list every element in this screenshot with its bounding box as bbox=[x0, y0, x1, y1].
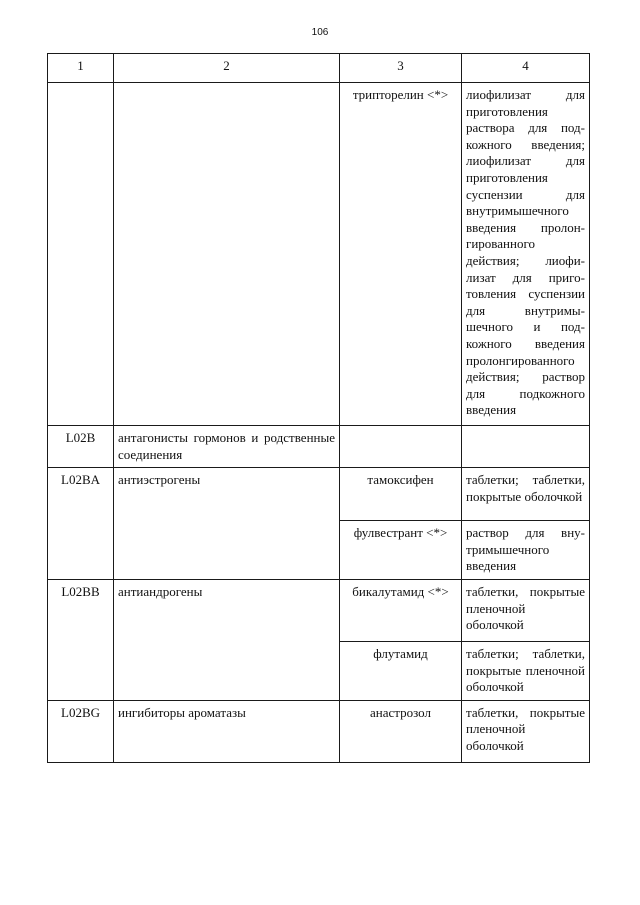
drug-name-cell: тамоксифен bbox=[340, 468, 462, 521]
table-row bbox=[48, 426, 590, 468]
header-col-1: 1 bbox=[48, 54, 114, 83]
table-row bbox=[48, 83, 590, 426]
code-cell: L02B bbox=[48, 426, 114, 468]
dosage-form-cell: таблетки; таблетки, покрытые оболочкой bbox=[462, 468, 590, 521]
dosage-form-cell: таблетки, покрытые пленочной оболочкой bbox=[462, 579, 590, 641]
group-cell: антиандрогены bbox=[114, 579, 340, 700]
header-col-2: 2 bbox=[114, 54, 340, 83]
drug-name-cell: трипторелин <*> bbox=[340, 83, 462, 426]
table-row bbox=[48, 700, 590, 762]
dosage-form-cell: таблетки; таблетки, покрытые пленочной оболочкой bbox=[462, 641, 590, 700]
drug-name-cell bbox=[340, 426, 462, 468]
drug-name-cell: флутамид bbox=[340, 641, 462, 700]
code-cell: L02BB bbox=[48, 579, 114, 700]
drug-name-cell: анастрозол bbox=[340, 700, 462, 762]
group-cell: ингибиторы ароматазы bbox=[114, 700, 340, 762]
header-row bbox=[48, 54, 590, 83]
dosage-form-cell: раствор для внутримышечного введения bbox=[462, 521, 590, 580]
dosage-form-cell: таблетки, покрытые пленочной оболочкой bbox=[462, 700, 590, 762]
code-cell: L02BA bbox=[48, 468, 114, 580]
code-cell bbox=[48, 83, 114, 426]
drug-table bbox=[47, 53, 590, 763]
table-row bbox=[48, 468, 590, 521]
drug-name-cell: бикалутамид <*> bbox=[340, 579, 462, 641]
dosage-form-cell: лиофилизат для приготовления раствора для подкожного введения; лиофилизат для приготовления суспензии для внутримышечного введения пролонгированного действия; лиофилизат для приготовления суспензии для внутримышечного и подкожного введения пролонгированного действия; раствор для подкожного введения bbox=[462, 83, 590, 426]
header-col-4: 4 bbox=[462, 54, 590, 83]
group-cell bbox=[114, 83, 340, 426]
group-cell: антагонисты гормонов и родственные соединения bbox=[114, 426, 340, 468]
page-number: 106 bbox=[311, 27, 329, 38]
code-cell: L02BG bbox=[48, 700, 114, 762]
header-col-3: 3 bbox=[340, 54, 462, 83]
table-row bbox=[48, 579, 590, 641]
drug-name-cell: фулвестрант <*> bbox=[340, 521, 462, 580]
group-cell: антиэстрогены bbox=[114, 468, 340, 580]
dosage-form-cell bbox=[462, 426, 590, 468]
